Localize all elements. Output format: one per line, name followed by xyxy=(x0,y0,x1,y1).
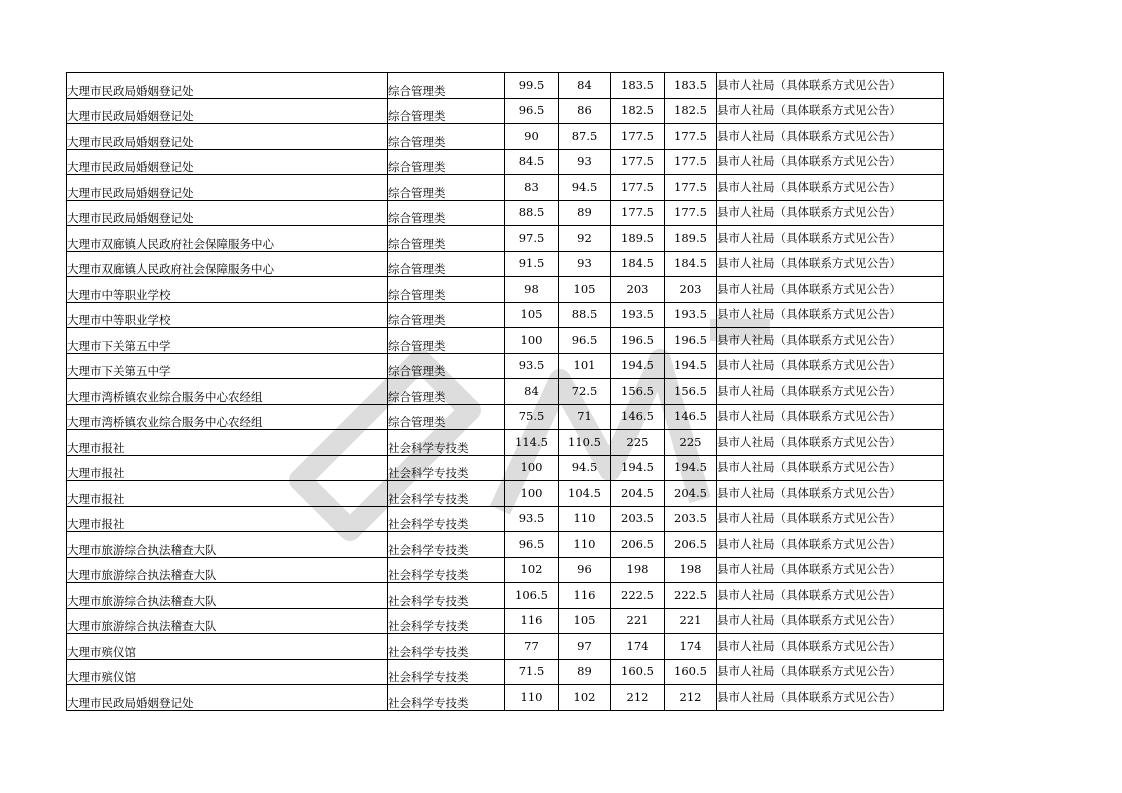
final-score-cell: 174 xyxy=(665,634,717,660)
final-score-cell: 177.5 xyxy=(665,200,717,226)
total-score-cell: 146.5 xyxy=(611,404,665,430)
employer-cell: 大理市民政局婚姻登记处 xyxy=(67,149,388,175)
table-row xyxy=(67,659,944,685)
score-1-cell: 83 xyxy=(505,175,559,201)
total-score-cell: 177.5 xyxy=(611,124,665,150)
total-score-cell: 189.5 xyxy=(611,226,665,252)
score-2-cell: 87.5 xyxy=(559,124,611,150)
position-category-cell: 社会科学专技类 xyxy=(388,455,505,481)
total-score-cell: 183.5 xyxy=(611,73,665,99)
position-category-cell: 综合管理类 xyxy=(388,379,505,405)
employer-cell: 大理市民政局婚姻登记处 xyxy=(67,200,388,226)
employer-cell: 大理市湾桥镇农业综合服务中心农经组 xyxy=(67,404,388,430)
score-2-cell: 86 xyxy=(559,98,611,124)
contact-cell: 县市人社局（具体联系方式见公告） xyxy=(717,455,944,481)
final-score-cell: 221 xyxy=(665,608,717,634)
employer-cell: 大理市旅游综合执法稽查大队 xyxy=(67,608,388,634)
contact-cell: 县市人社局（具体联系方式见公告） xyxy=(717,506,944,532)
score-2-cell: 105 xyxy=(559,608,611,634)
position-category-cell: 社会科学专技类 xyxy=(388,659,505,685)
score-1-cell: 90 xyxy=(505,124,559,150)
final-score-cell: 189.5 xyxy=(665,226,717,252)
position-category-cell: 社会科学专技类 xyxy=(388,532,505,558)
position-category-cell: 综合管理类 xyxy=(388,404,505,430)
score-2-cell: 105 xyxy=(559,277,611,303)
score-2-cell: 101 xyxy=(559,353,611,379)
position-category-cell: 社会科学专技类 xyxy=(388,583,505,609)
employer-cell: 大理市双廊镇人民政府社会保障服务中心 xyxy=(67,251,388,277)
table-row xyxy=(67,175,944,201)
score-2-cell: 93 xyxy=(559,149,611,175)
final-score-cell: 212 xyxy=(665,685,717,711)
final-score-cell: 203 xyxy=(665,277,717,303)
position-category-cell: 综合管理类 xyxy=(388,226,505,252)
position-category-cell: 社会科学专技类 xyxy=(388,685,505,711)
total-score-cell: 194.5 xyxy=(611,353,665,379)
score-1-cell: 96.5 xyxy=(505,98,559,124)
table-row xyxy=(67,481,944,507)
position-category-cell: 综合管理类 xyxy=(388,98,505,124)
contact-cell: 县市人社局（具体联系方式见公告） xyxy=(717,379,944,405)
total-score-cell: 212 xyxy=(611,685,665,711)
employer-cell: 大理市殡仪馆 xyxy=(67,659,388,685)
total-score-cell: 193.5 xyxy=(611,302,665,328)
employer-cell: 大理市中等职业学校 xyxy=(67,277,388,303)
employer-cell: 大理市旅游综合执法稽查大队 xyxy=(67,583,388,609)
table-row xyxy=(67,251,944,277)
employer-cell: 大理市报社 xyxy=(67,430,388,456)
position-category-cell: 社会科学专技类 xyxy=(388,557,505,583)
score-2-cell: 104.5 xyxy=(559,481,611,507)
final-score-cell: 203.5 xyxy=(665,506,717,532)
employer-cell: 大理市报社 xyxy=(67,506,388,532)
score-1-cell: 71.5 xyxy=(505,659,559,685)
final-score-cell: 193.5 xyxy=(665,302,717,328)
table-row xyxy=(67,379,944,405)
employer-cell: 大理市报社 xyxy=(67,455,388,481)
table-row xyxy=(67,302,944,328)
score-2-cell: 88.5 xyxy=(559,302,611,328)
final-score-cell: 177.5 xyxy=(665,149,717,175)
final-score-cell: 177.5 xyxy=(665,175,717,201)
score-1-cell: 106.5 xyxy=(505,583,559,609)
score-1-cell: 105 xyxy=(505,302,559,328)
score-1-cell: 93.5 xyxy=(505,353,559,379)
score-1-cell: 116 xyxy=(505,608,559,634)
score-1-cell: 110 xyxy=(505,685,559,711)
table-row xyxy=(67,608,944,634)
table-row xyxy=(67,149,944,175)
score-1-cell: 114.5 xyxy=(505,430,559,456)
total-score-cell: 177.5 xyxy=(611,200,665,226)
score-2-cell: 89 xyxy=(559,200,611,226)
final-score-cell: 183.5 xyxy=(665,73,717,99)
table-row xyxy=(67,685,944,711)
contact-cell: 县市人社局（具体联系方式见公告） xyxy=(717,124,944,150)
table-row xyxy=(67,124,944,150)
score-1-cell: 98 xyxy=(505,277,559,303)
score-2-cell: 72.5 xyxy=(559,379,611,405)
total-score-cell: 184.5 xyxy=(611,251,665,277)
table-row xyxy=(67,200,944,226)
score-2-cell: 110 xyxy=(559,506,611,532)
score-2-cell: 93 xyxy=(559,251,611,277)
contact-cell: 县市人社局（具体联系方式见公告） xyxy=(717,532,944,558)
position-category-cell: 综合管理类 xyxy=(388,353,505,379)
final-score-cell: 194.5 xyxy=(665,353,717,379)
employer-cell: 大理市中等职业学校 xyxy=(67,302,388,328)
position-category-cell: 综合管理类 xyxy=(388,149,505,175)
position-category-cell: 社会科学专技类 xyxy=(388,481,505,507)
final-score-cell: 222.5 xyxy=(665,583,717,609)
score-1-cell: 102 xyxy=(505,557,559,583)
table-row xyxy=(67,634,944,660)
contact-cell: 县市人社局（具体联系方式见公告） xyxy=(717,98,944,124)
table-row xyxy=(67,73,944,99)
employer-cell: 大理市旅游综合执法稽查大队 xyxy=(67,557,388,583)
score-1-cell: 96.5 xyxy=(505,532,559,558)
employer-cell: 大理市民政局婚姻登记处 xyxy=(67,98,388,124)
employer-cell: 大理市下关第五中学 xyxy=(67,353,388,379)
score-2-cell: 96 xyxy=(559,557,611,583)
employer-cell: 大理市旅游综合执法稽查大队 xyxy=(67,532,388,558)
total-score-cell: 194.5 xyxy=(611,455,665,481)
total-score-cell: 203.5 xyxy=(611,506,665,532)
final-score-cell: 196.5 xyxy=(665,328,717,354)
employer-cell: 大理市民政局婚姻登记处 xyxy=(67,175,388,201)
table-row xyxy=(67,328,944,354)
score-2-cell: 71 xyxy=(559,404,611,430)
contact-cell: 县市人社局（具体联系方式见公告） xyxy=(717,277,944,303)
position-category-cell: 综合管理类 xyxy=(388,328,505,354)
score-1-cell: 91.5 xyxy=(505,251,559,277)
score-2-cell: 110 xyxy=(559,532,611,558)
score-2-cell: 89 xyxy=(559,659,611,685)
final-score-cell: 225 xyxy=(665,430,717,456)
contact-cell: 县市人社局（具体联系方式见公告） xyxy=(717,226,944,252)
table-row xyxy=(67,353,944,379)
contact-cell: 县市人社局（具体联系方式见公告） xyxy=(717,659,944,685)
employer-cell: 大理市湾桥镇农业综合服务中心农经组 xyxy=(67,379,388,405)
score-1-cell: 75.5 xyxy=(505,404,559,430)
contact-cell: 县市人社局（具体联系方式见公告） xyxy=(717,583,944,609)
score-2-cell: 94.5 xyxy=(559,455,611,481)
table-row xyxy=(67,455,944,481)
total-score-cell: 221 xyxy=(611,608,665,634)
total-score-cell: 156.5 xyxy=(611,379,665,405)
position-category-cell: 综合管理类 xyxy=(388,277,505,303)
contact-cell: 县市人社局（具体联系方式见公告） xyxy=(717,481,944,507)
total-score-cell: 206.5 xyxy=(611,532,665,558)
score-2-cell: 116 xyxy=(559,583,611,609)
position-category-cell: 社会科学专技类 xyxy=(388,634,505,660)
position-category-cell: 综合管理类 xyxy=(388,302,505,328)
total-score-cell: 174 xyxy=(611,634,665,660)
contact-cell: 县市人社局（具体联系方式见公告） xyxy=(717,328,944,354)
contact-cell: 县市人社局（具体联系方式见公告） xyxy=(717,302,944,328)
table-row xyxy=(67,404,944,430)
table-row xyxy=(67,532,944,558)
contact-cell: 县市人社局（具体联系方式见公告） xyxy=(717,685,944,711)
total-score-cell: 225 xyxy=(611,430,665,456)
final-score-cell: 206.5 xyxy=(665,532,717,558)
score-1-cell: 99.5 xyxy=(505,73,559,99)
contact-cell: 县市人社局（具体联系方式见公告） xyxy=(717,634,944,660)
contact-cell: 县市人社局（具体联系方式见公告） xyxy=(717,149,944,175)
contact-cell: 县市人社局（具体联系方式见公告） xyxy=(717,608,944,634)
final-score-cell: 160.5 xyxy=(665,659,717,685)
table-row xyxy=(67,583,944,609)
employer-cell: 大理市民政局婚姻登记处 xyxy=(67,124,388,150)
score-1-cell: 93.5 xyxy=(505,506,559,532)
employer-cell: 大理市殡仪馆 xyxy=(67,634,388,660)
final-score-cell: 146.5 xyxy=(665,404,717,430)
final-score-cell: 156.5 xyxy=(665,379,717,405)
score-1-cell: 88.5 xyxy=(505,200,559,226)
score-2-cell: 94.5 xyxy=(559,175,611,201)
table-row xyxy=(67,430,944,456)
table-row xyxy=(67,557,944,583)
score-1-cell: 77 xyxy=(505,634,559,660)
table-row xyxy=(67,277,944,303)
contact-cell: 县市人社局（具体联系方式见公告） xyxy=(717,404,944,430)
table-row xyxy=(67,506,944,532)
total-score-cell: 198 xyxy=(611,557,665,583)
contact-cell: 县市人社局（具体联系方式见公告） xyxy=(717,251,944,277)
score-1-cell: 84 xyxy=(505,379,559,405)
total-score-cell: 177.5 xyxy=(611,175,665,201)
score-2-cell: 84 xyxy=(559,73,611,99)
total-score-cell: 222.5 xyxy=(611,583,665,609)
final-score-cell: 182.5 xyxy=(665,98,717,124)
employer-cell: 大理市民政局婚姻登记处 xyxy=(67,73,388,99)
position-category-cell: 综合管理类 xyxy=(388,251,505,277)
contact-cell: 县市人社局（具体联系方式见公告） xyxy=(717,175,944,201)
total-score-cell: 196.5 xyxy=(611,328,665,354)
score-1-cell: 100 xyxy=(505,328,559,354)
position-category-cell: 社会科学专技类 xyxy=(388,506,505,532)
position-category-cell: 综合管理类 xyxy=(388,200,505,226)
final-score-cell: 194.5 xyxy=(665,455,717,481)
final-score-cell: 177.5 xyxy=(665,124,717,150)
score-1-cell: 100 xyxy=(505,455,559,481)
position-category-cell: 综合管理类 xyxy=(388,124,505,150)
total-score-cell: 182.5 xyxy=(611,98,665,124)
position-category-cell: 综合管理类 xyxy=(388,175,505,201)
score-2-cell: 92 xyxy=(559,226,611,252)
contact-cell: 县市人社局（具体联系方式见公告） xyxy=(717,430,944,456)
score-1-cell: 84.5 xyxy=(505,149,559,175)
employer-cell: 大理市双廊镇人民政府社会保障服务中心 xyxy=(67,226,388,252)
table-row xyxy=(67,226,944,252)
position-category-cell: 综合管理类 xyxy=(388,73,505,99)
final-score-cell: 204.5 xyxy=(665,481,717,507)
score-2-cell: 97 xyxy=(559,634,611,660)
score-2-cell: 102 xyxy=(559,685,611,711)
total-score-cell: 160.5 xyxy=(611,659,665,685)
score-1-cell: 97.5 xyxy=(505,226,559,252)
total-score-cell: 203 xyxy=(611,277,665,303)
score-table xyxy=(66,72,944,711)
table-row xyxy=(67,98,944,124)
contact-cell: 县市人社局（具体联系方式见公告） xyxy=(717,73,944,99)
final-score-cell: 184.5 xyxy=(665,251,717,277)
score-2-cell: 96.5 xyxy=(559,328,611,354)
score-1-cell: 100 xyxy=(505,481,559,507)
employer-cell: 大理市民政局婚姻登记处 xyxy=(67,685,388,711)
contact-cell: 县市人社局（具体联系方式见公告） xyxy=(717,353,944,379)
contact-cell: 县市人社局（具体联系方式见公告） xyxy=(717,557,944,583)
total-score-cell: 177.5 xyxy=(611,149,665,175)
employer-cell: 大理市下关第五中学 xyxy=(67,328,388,354)
position-category-cell: 社会科学专技类 xyxy=(388,608,505,634)
final-score-cell: 198 xyxy=(665,557,717,583)
total-score-cell: 204.5 xyxy=(611,481,665,507)
employer-cell: 大理市报社 xyxy=(67,481,388,507)
score-2-cell: 110.5 xyxy=(559,430,611,456)
contact-cell: 县市人社局（具体联系方式见公告） xyxy=(717,200,944,226)
position-category-cell: 社会科学专技类 xyxy=(388,430,505,456)
